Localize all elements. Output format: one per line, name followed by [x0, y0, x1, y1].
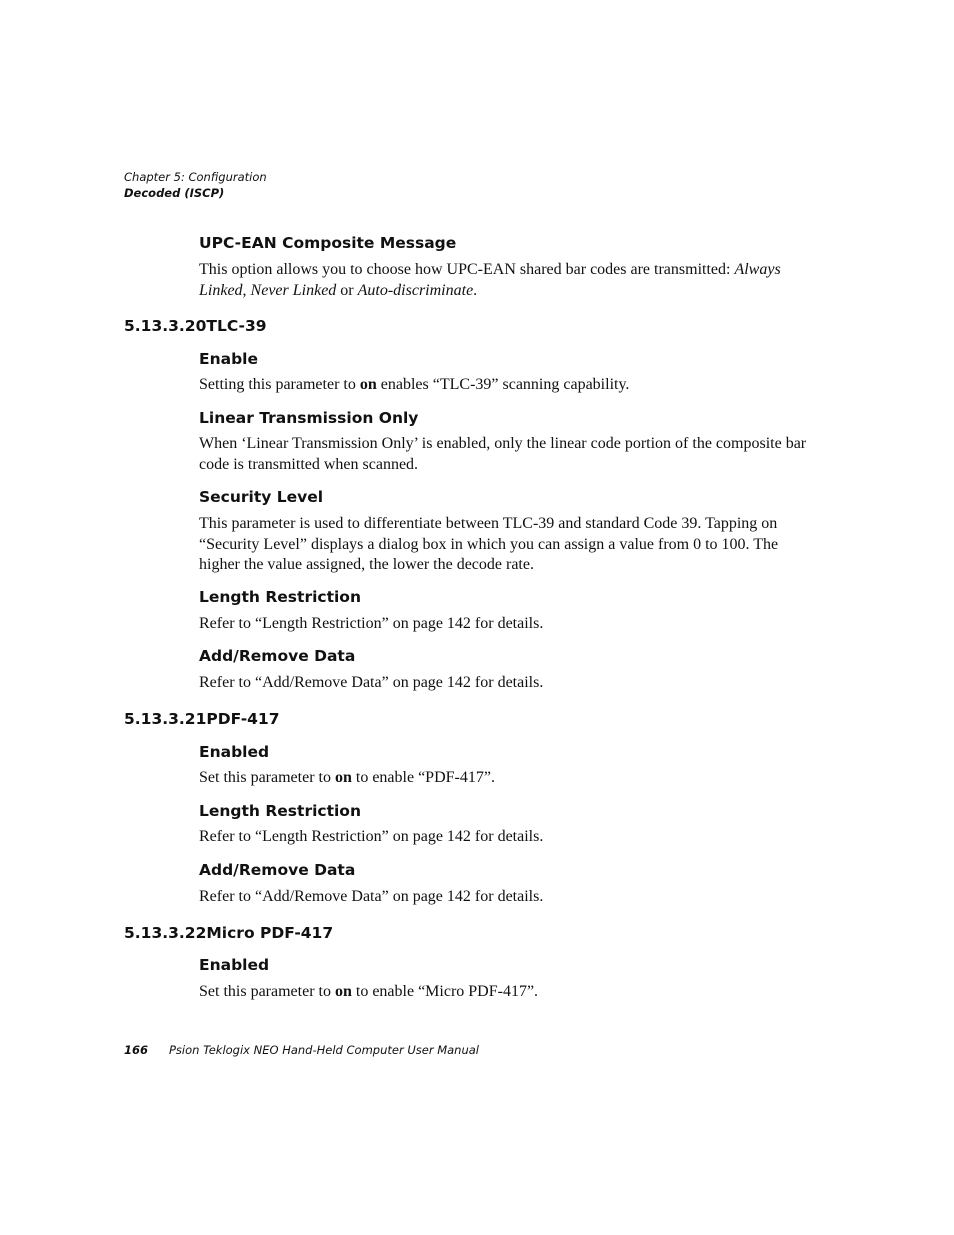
paragraph-pdf417-enabled: Set this parameter to on to enable “PDF-417”.: [199, 769, 495, 786]
heading-pdf417-enabled: Enabled: [199, 743, 270, 761]
heading-tlc39-enable: Enable: [199, 350, 259, 368]
section-heading-tlc39: 5.13.3.20TLC-39: [124, 317, 267, 335]
heading-tlc39-add-remove-data: Add/Remove Data: [199, 647, 356, 665]
heading-upc-ean-composite: UPC-EAN Composite Message: [199, 234, 457, 252]
paragraph-pdf417-add-remove-data: Refer to “Add/Remove Data” on page 142 for details.: [199, 888, 544, 905]
running-header-section: Decoded (ISCP): [124, 186, 225, 200]
paragraph-upc-ean: This option allows you to choose how UPC-EAN shared bar codes are transmitted: Always Linked, Never Linked or Auto-discriminate.: [199, 261, 781, 299]
page-number: 166: [124, 1043, 149, 1057]
paragraph-tlc39-length-restriction: Refer to “Length Restriction” on page 142 for details.: [199, 615, 544, 632]
heading-pdf417-length-restriction: Length Restriction: [199, 802, 361, 820]
heading-security-level: Security Level: [199, 488, 324, 506]
paragraph-micro-pdf417-enabled: Set this parameter to on to enable “Micro PDF-417”.: [199, 983, 539, 1000]
heading-linear-transmission-only: Linear Transmission Only: [199, 409, 419, 427]
section-heading-pdf417: 5.13.3.21PDF-417: [124, 710, 280, 728]
heading-micro-pdf417-enabled: Enabled: [199, 956, 270, 974]
paragraph-tlc39-enable: Setting this parameter to on enables “TLC-39” scanning capability.: [199, 376, 630, 393]
running-header-chapter: Chapter 5: Configuration: [124, 170, 267, 184]
paragraph-pdf417-length-restriction: Refer to “Length Restriction” on page 142 for details.: [199, 828, 544, 845]
footer-manual-title: Psion Teklogix NEO Hand-Held Computer User Manual: [169, 1043, 479, 1057]
paragraph-tlc39-add-remove-data: Refer to “Add/Remove Data” on page 142 for details.: [199, 674, 544, 691]
paragraph-security-level: This parameter is used to differentiate between TLC-39 and standard Code 39. Tapping on “Security Level” displays a dialog box in which you can assign a value from 0 to 100. The higher the value assigned, the lower the decode rate.: [199, 515, 779, 573]
paragraph-linear-transmission-only: When ‘Linear Transmission Only’ is enabled, only the linear code portion of the composite bar code is transmitted when scanned.: [199, 435, 807, 473]
section-heading-micro-pdf417: 5.13.3.22Micro PDF-417: [124, 924, 334, 942]
heading-pdf417-add-remove-data: Add/Remove Data: [199, 861, 356, 879]
heading-tlc39-length-restriction: Length Restriction: [199, 588, 361, 606]
